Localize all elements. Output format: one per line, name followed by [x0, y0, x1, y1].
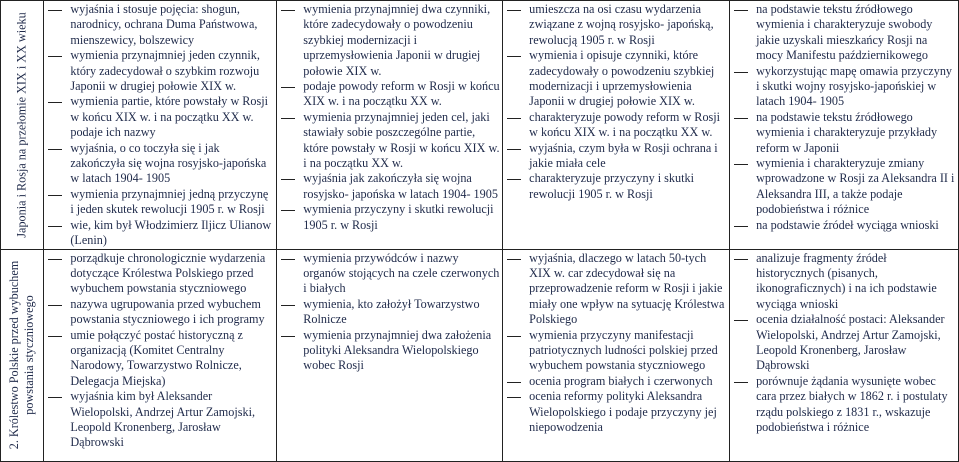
requirement-cell-1	[44, 1, 277, 250]
list-item: wymienia przyczyny manifestacji patriotycznych ludności polskiej przed wybuchem powstania styczniowego	[507, 328, 727, 374]
requirement-cell-4	[730, 1, 959, 250]
requirement-cell-2	[277, 1, 503, 250]
list-item: wymienia przynajmniej dwa czynniki, które zadecydowały o powodzeniu szybkiej modernizacji i uprzemysłowienia Japonii w drugiej połowie XIX w.	[281, 2, 500, 79]
requirement-cell-1	[44, 249, 277, 462]
topic-cell	[1, 1, 44, 250]
list-item: wie, kim był Włodzimierz Iljicz Ulianow (Lenin)	[48, 218, 274, 249]
list-item: wymienia, kto założył Towarzystwo Rolnicze	[281, 297, 500, 328]
list-item: wymienia przywódców i nazwy organów stojących na czele czerwonych i białych	[281, 251, 500, 297]
list-item: porządkuje chronologicznie wydarzenia dotyczące Królestwa Polskiego przed wybuchem powstania styczniowego	[48, 251, 274, 297]
list-item: ocenia działalność postaci: Aleksander Wielopolski, Andrzej Artur Zamojski, Leopold Kronenberg, Jarosław Dąbrowski	[734, 312, 956, 374]
list-item: wymienia przyczyny i skutki rewolucji 1905 r. w Rosji	[281, 202, 500, 233]
list-item: charakteryzuje przyczyny i skutki rewolucji 1905 r. w Rosji	[507, 171, 727, 202]
list-item: umie połączyć postać historyczną z organizacją (Komitet Centralny Narodowy, Towarzystwo Rolnicze, Delegacja Miejska)	[48, 328, 274, 390]
topic-title: Japonia i Rosja na przełomie XIX i XX wieku	[14, 12, 29, 238]
list-item: analizuje fragmenty źródeł historycznych (pisanych, ikonograficznych) i na ich podstawie wyciąga wnioski	[734, 251, 956, 313]
list-item: wykorzystując mapę omawia przyczyny i skutki wojny rosyjsko-japońskiej w latach 1904- 1905	[734, 64, 956, 110]
requirement-cell-3	[503, 249, 730, 462]
list-item: na podstawie tekstu źródłowego wymienia i charakteryzuje swobody jakie uzyskali mieszkańcy Rosji na mocy Manifestu październikowego	[734, 2, 956, 64]
list-item: nazywa ugrupowania przed wybuchem powstania styczniowego i ich programy	[48, 297, 274, 328]
table-row	[1, 249, 959, 462]
list-item: porównuje żądania wysunięte wobec cara przez białych w 1862 r. i postulaty rządu polskiego z 1831 r., wskazuje podobieństwa i różnice	[734, 374, 956, 436]
list-item: wymienia przynajmniej jeden czynnik, który zadecydował o szybkim rozwoju Japonii w drugiej połowie XIX w.	[48, 48, 274, 94]
requirement-cell-4	[730, 249, 959, 462]
topic-cell	[1, 249, 44, 462]
list-item: wyjaśnia, dlaczego w latach 50-tych XIX w. car zdecydował się na przeprowadzenie reform w Rosji i jakie miały one wpływ na sytuację Królestwa Polskiego	[507, 251, 727, 328]
list-item: na podstawie źródeł wyciąga wnioski	[734, 218, 956, 233]
list-item: wyjaśnia, czym była w Rosji ochrana i jakie miała cele	[507, 141, 727, 172]
list-item: podaje powody reform w Rosji w końcu XIX w. i na początku XX w.	[281, 79, 500, 110]
list-item: wyjaśnia kim był Aleksander Wielopolski, Andrzej Artur Zamojski, Leopold Kronenberg, Jarosław Dąbrowski	[48, 389, 274, 451]
requirement-cell-3	[503, 1, 730, 250]
list-item: charakteryzuje powody reform w Rosji w końcu XIX w. i na początku XX w.	[507, 110, 727, 141]
list-item: umieszcza na osi czasu wydarzenia związane z wojną rosyjsko- japońską, rewolucją 1905 r. w Rosji	[507, 2, 727, 48]
topic-title: 2. Królestwo Polskie przed wybuchem powstania styczniowego	[7, 260, 36, 450]
list-item: wymienia przynajmniej jedną przyczynę i jeden skutek rewolucji 1905 r. w Rosji	[48, 187, 274, 218]
list-item: wyjaśnia jak zakończyła się wojna rosyjsko- japońska w latach 1904- 1905	[281, 171, 500, 202]
list-item: wyjaśnia i stosuje pojęcia: shogun, narodnicy, ochrana Duma Państwowa, mienszewicy, bolszewicy	[48, 2, 274, 48]
table-row	[1, 1, 959, 250]
requirement-cell-2	[277, 249, 503, 462]
list-item: wymienia partie, które powstały w Rosji w końcu XIX w. i na początku XX w. podaje ich nazwy	[48, 94, 274, 140]
list-item: wyjaśnia, o co toczyła się i jak zakończyła się wojna rosyjsko-japońska w latach 1904- 1905	[48, 141, 274, 187]
list-item: wymienia i opisuje czynniki, które zadecydowały o powodzeniu szybkiej modernizacji i uprzemysłowienia Japonii w drugiej połowie XIX w.	[507, 48, 727, 110]
list-item: ocenia reformy polityki Aleksandra Wielopolskiego i podaje przyczyny jej niepowodzenia	[507, 389, 727, 435]
list-item: ocenia program białych i czerwonych	[507, 374, 727, 389]
list-item: wymienia przynajmniej dwa założenia polityki Aleksandra Wielopolskiego wobec Rosji	[281, 328, 500, 374]
list-item: wymienia przynajmniej jeden cel, jaki stawiały sobie poszczególne partie, które powstały w Rosji w końcu XIX w. i na początku XX w.	[281, 110, 500, 172]
list-item: na podstawie tekstu źródłowego wymienia i charakteryzuje przykłady reform w Japonii	[734, 110, 956, 156]
list-item: wymienia i charakteryzuje zmiany wprowadzone w Rosji za Aleksandra II i Aleksandra III, a także podaje podobieństwa i różnice	[734, 156, 956, 218]
